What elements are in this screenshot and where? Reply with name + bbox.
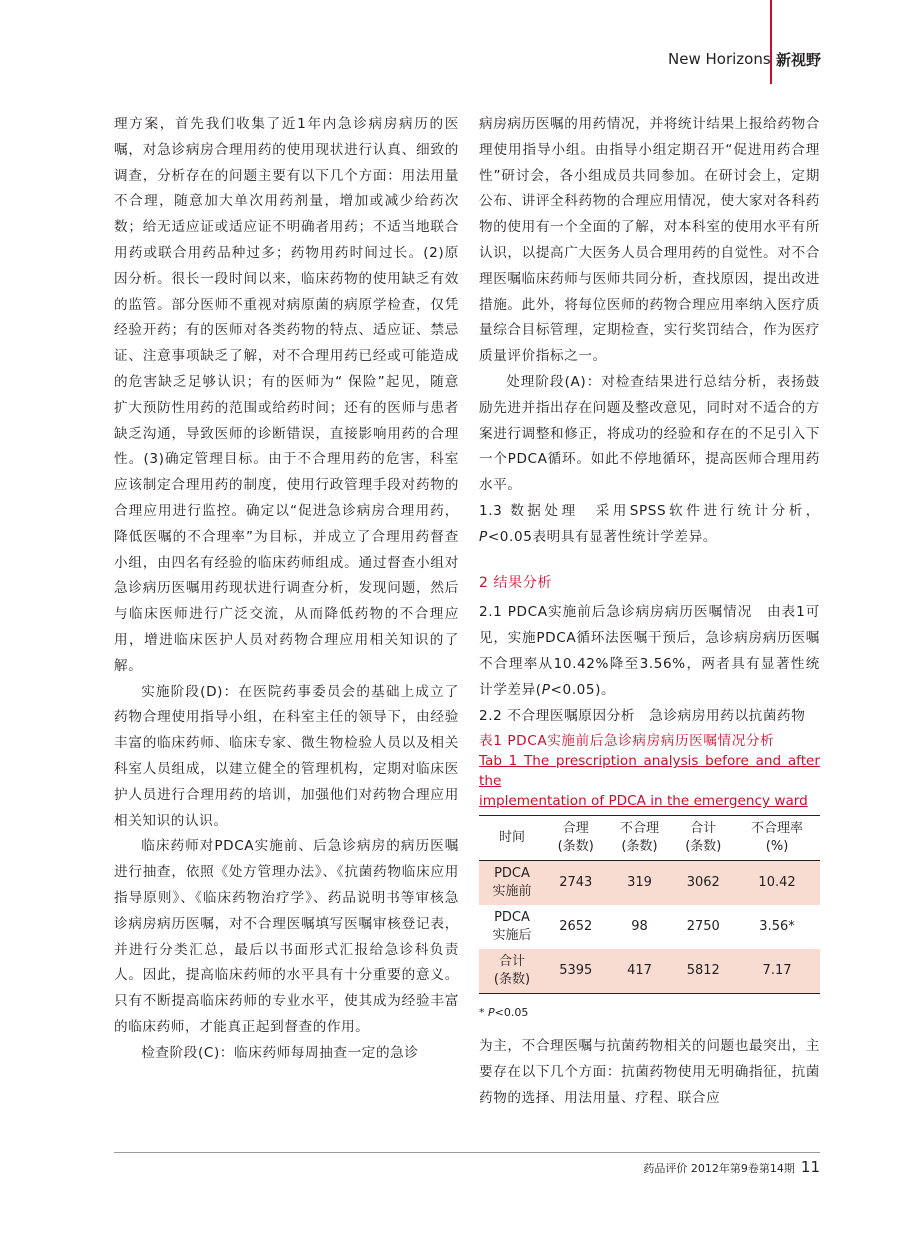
table-row	[479, 949, 820, 994]
table-cell: 2743	[545, 861, 607, 906]
table-header-cell: 时间	[479, 816, 545, 861]
header-rule	[770, 0, 772, 84]
table-cell: 5395	[545, 949, 607, 994]
footer	[643, 1158, 820, 1176]
table-cell: 3062	[672, 861, 734, 906]
table-cell: PDCA 实施后	[492, 910, 532, 944]
journal-info: 药品评价 2012年第9卷第14期	[643, 1162, 795, 1175]
table-cell: 合计 (条数)	[479, 949, 545, 994]
table-cell: 417	[607, 949, 673, 994]
table-cell: 10.42	[734, 861, 820, 906]
table-body	[479, 861, 820, 994]
table-cell: 319	[607, 861, 673, 906]
header-chinese-title: 新视野	[776, 51, 822, 69]
table-caption-cn: 表1 PDCA实施前后急诊病房病历医嘱情况分析	[479, 733, 775, 750]
cause-analysis-paragraph: 2.2 不合理医嘱原因分析 急诊病房用药以抗菌药物	[479, 707, 806, 724]
table-row	[479, 861, 820, 906]
table-header-cell: 合理 (条数)	[545, 816, 607, 861]
right-paragraph-final: 为主，不合理医嘱与抗菌药物相关的问题也最突出，主要存在以下几个方面：抗菌药物使用无明确指征，抗菌药物的选择、用法用量、疗程、联合应	[479, 1038, 820, 1106]
table-cell: PDCA 实施前	[479, 861, 545, 906]
table-cell: 98	[631, 919, 648, 935]
table-header-cell: 不合理率 (%)	[734, 816, 820, 861]
table-cell: 7.17	[734, 949, 820, 994]
footer-rule	[114, 1152, 820, 1153]
left-paragraph: 理方案，首先我们收集了近1年内急诊病房病历的医嘱，对急诊病房合理用药的使用现状进行认真、细致的调查，分析存在的问题主要有以下几个方面：用法用量不合理，随意加大单次用药剂量，增加或减少给药次数；给无适应证或适应证不明确者用药；不适当地联合用药或联合用药品种过多；药物用药时间过长。(2)原因分析。很长一段时间以来，临床药物的使用缺乏有效的监管。部分医师不重视对病原菌的病原学检查，仅凭经验开药；有的医师对各类药物的特点、适应证、禁忌证、注意事项缺乏了解，对不合理用药已经或可能造成的危害缺乏足够认识；有的医师为“ 保险”起见，随意扩大预防性用药的范围或给药时间；还有的医师与患者缺乏沟通，导致医师的诊断错误，直接影响用药的合理性。(3)确定管理目标。由于不合理用药的危害，科室应该制定合理用药的制度，使用行政管理手段对药物的合理应用进行监控。确定以“促进急诊病房合理用药，降低医嘱的不合理率”为目标，并成立了合理用药督查小组，由四名有经验的临床药师组成。通过督查小组对急诊病历医嘱用药现状进行调查分析，发现问题，然后与临床医师进行广泛交流，从而降低药物的不合理应用，增进临床医护人员对药物合理应用相关知识的了解。	[114, 116, 459, 674]
right-column	[479, 112, 820, 1112]
left-paragraph: 临床药师对PDCA实施前、后急诊病房的病历医嘱进行抽查，依照《处方管理办法》、《抗菌药物临床应用指导原则》、《临床药物治疗学》、药品说明书等审核急诊病房病历医嘱，对不合理医嘱填写医嘱审核登记表，并进行分类汇总，最后以书面形式汇报给急诊科负责人。因此，提高临床药师的水平具有十分重要的意义。只有不断提高临床药师的专业水平，使其成为经验丰富的临床药师，才能真正起到督查的作用。	[114, 838, 459, 1035]
left-paragraph: 检查阶段(C)：临床药师每周抽查一定的急诊	[141, 1044, 419, 1061]
table-caption-en: Tab 1 The prescription analysis before and after the implementation of PDCA in the emergency ward	[479, 753, 820, 810]
table-cell: 2750	[686, 919, 720, 935]
right-paragraph-act: 处理阶段(A)：对检查结果进行总结分析，表扬鼓励先进并指出存在问题及整改意见，同时对不适合的方案进行调整和修正，将成功的经验和存在的不足引入下一个PDCA循环。如此不停地循环，提高医师合理用药水平。	[479, 373, 820, 494]
section-heading-results: 2 结果分析	[479, 574, 552, 591]
page-number: 11	[800, 1158, 820, 1176]
table-footnote: * P<0.05	[479, 1006, 529, 1020]
data-processing-paragraph: 1.3 数据处理 采用SPSS软件进行统计分析，P<0.05表明具有显著性统计学差异。	[479, 502, 820, 545]
table-row	[479, 905, 820, 949]
table-cell: 2652	[559, 919, 593, 935]
table-header-cell: 合计 (条数)	[672, 816, 734, 861]
table-cell: 5812	[672, 949, 734, 994]
table-cell: 3.56*	[759, 919, 795, 935]
data-table	[479, 815, 820, 994]
table-header-row	[479, 816, 820, 861]
right-paragraph-check: 病房病历医嘱的用药情况，并将统计结果上报给药物合理使用指导小组。由指导小组定期召开“促进用药合理性”研讨会，各小组成员共同参加。在研讨会上，定期公布、讲评全科药物的合理应用情况，使大家对各科药物的使用有一个全面的了解，对本科室的使用水平有所认识，以提高广大医务人员合理用药的自觉性。对不合理医嘱临床药师与医师共同分析，查找原因，提出改进措施。此外，将每位医师的药物合理应用率纳入医疗质量综合目标管理，定期检查，实行奖罚结合，作为医疗质量评价指标之一。	[479, 116, 820, 365]
left-paragraph: 实施阶段(D)：在医院药事委员会的基础上成立了药物合理使用指导小组，在科室主任的领导下，由经验丰富的临床药师、临床专家、微生物检验人员以及相关科室人员组成，以建立健全的管理机构，定期对临床医护人员进行合理用药的培训，加强他们对药物合理应用相关知识的认识。	[114, 683, 459, 829]
header-english-title: New Horizons	[668, 50, 771, 68]
left-column	[114, 112, 459, 1066]
table-header-cell: 不合理 (条数)	[607, 816, 673, 861]
results-paragraph: 2.1 PDCA实施前后急诊病房病历医嘱情况 由表1可见，实施PDCA循环法医嘱干预后，急诊病房病历医嘱不合理率从10.42%降至3.56%，两者具有显著性统计学差异(P<0.05)。	[479, 604, 820, 698]
